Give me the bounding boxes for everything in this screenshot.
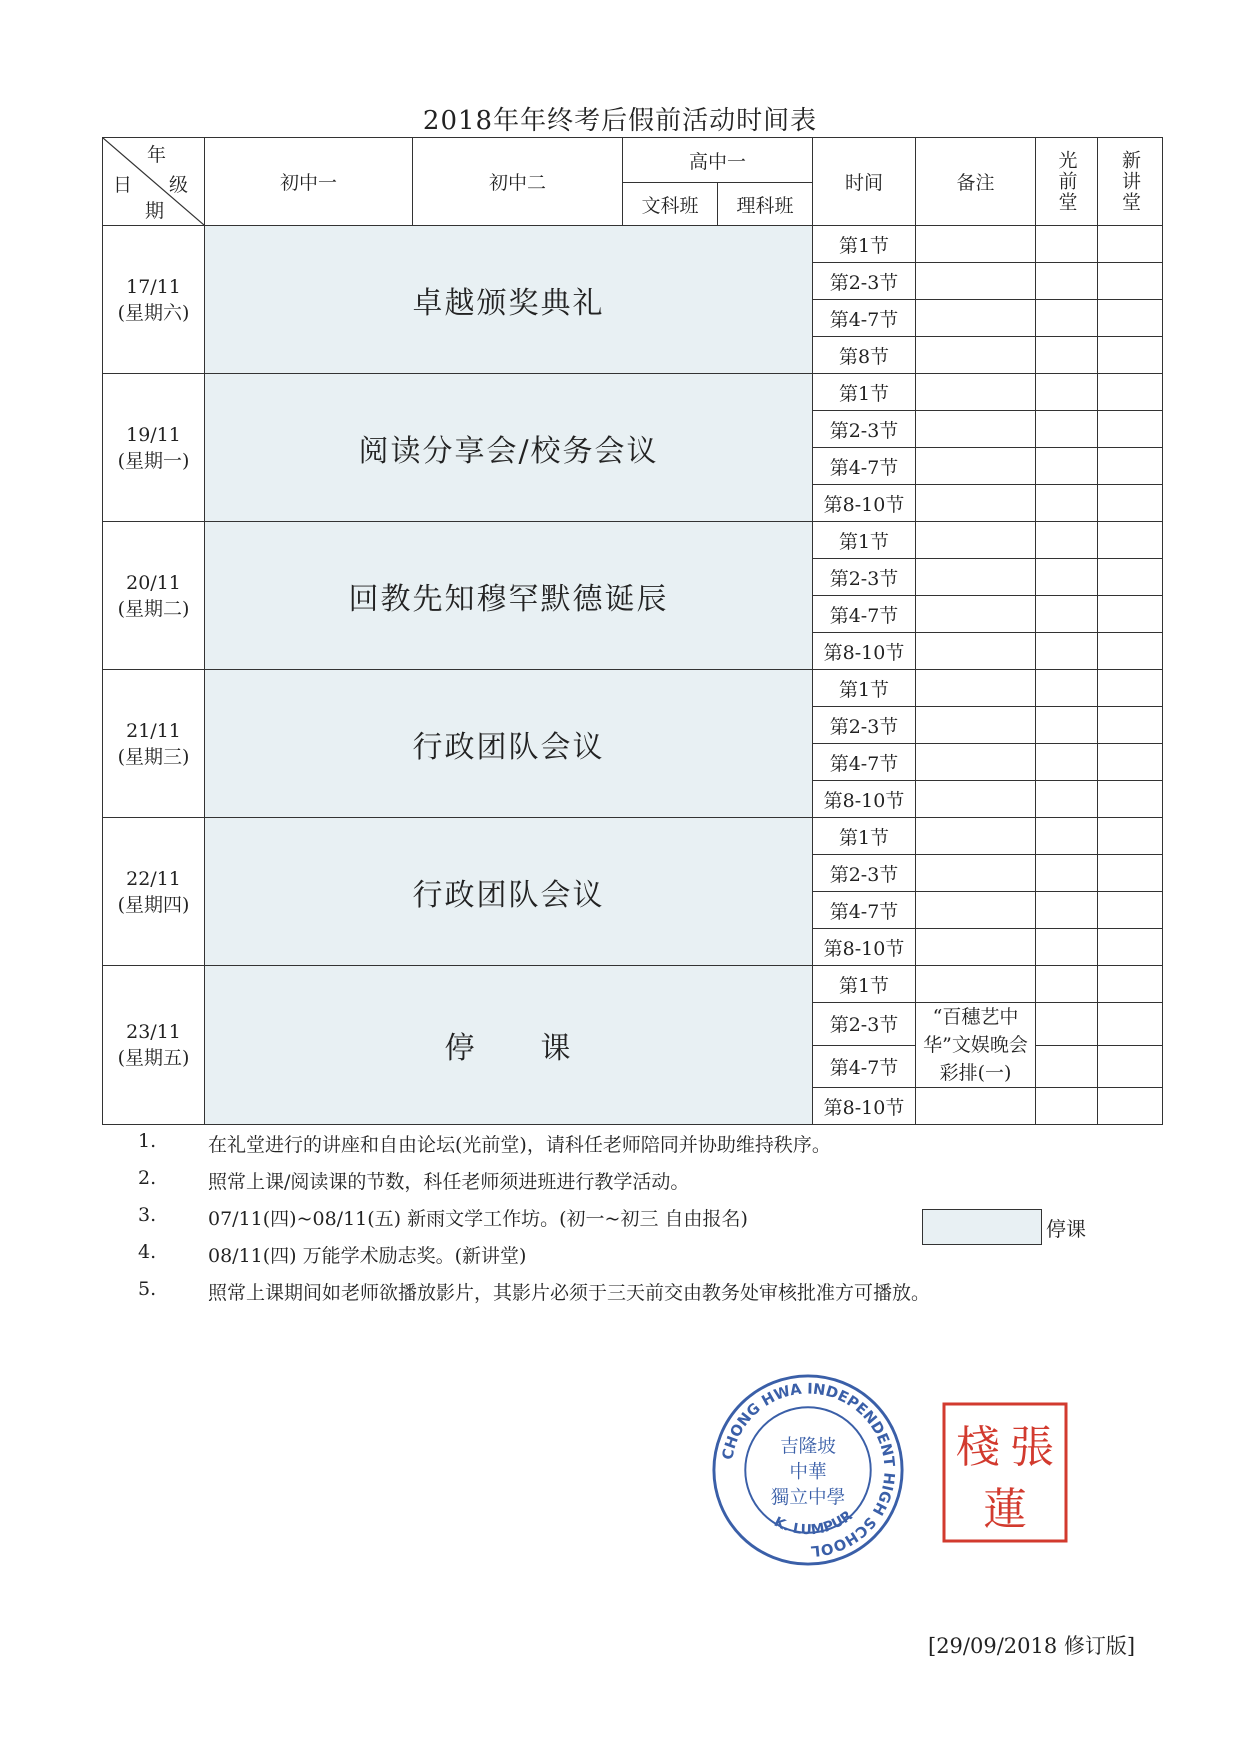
time-slot-cell: 第2-3节 [813,707,916,744]
seal-char-2: 棧 [956,1422,1000,1473]
hall-2-cell [1098,818,1163,855]
time-slot-cell: 第4-7节 [813,596,916,633]
time-slot-cell: 第1节 [813,818,916,855]
hall-1-cell [1036,1088,1098,1125]
hall-1-cell [1036,263,1098,300]
date-cell [103,818,205,966]
hall-2-cell [1098,559,1163,596]
note-text: 照常上课/阅读课的节数，科任老师须进班进行教学活动。 [208,1171,690,1193]
hall-2-cell [1098,263,1163,300]
page-title: 2018年年终考后假前活动时间表 [422,106,818,136]
remark-cell: “百穗艺中华”文娱晚会彩排(一) [916,1003,1036,1088]
hall-1-cell [1036,522,1098,559]
hall-2-cell [1098,1088,1163,1125]
legend-swatch [922,1209,1042,1245]
time-slot-cell: 第8-10节 [813,929,916,966]
hall-1-cell [1036,929,1098,966]
date-text: 17/11 [126,275,181,298]
activity-cell: 行政团队会议 [205,670,813,818]
seal-char-1: 張 [1010,1422,1054,1473]
remark-cell [916,855,1036,892]
hall-1-cell [1036,744,1098,781]
hall-1-cell [1036,411,1098,448]
schedule-row [103,522,1163,559]
time-slot-cell: 第4-7节 [813,892,916,929]
remark-cell [916,522,1036,559]
hall-2-cell [1098,596,1163,633]
hall-2-cell [1098,966,1163,1003]
remark-cell [916,485,1036,522]
hall-2-cell [1098,448,1163,485]
hall-1-cell [1036,596,1098,633]
hall-2-cell [1098,707,1163,744]
time-slot-cell: 第1节 [813,966,916,1003]
hall-1-cell [1036,633,1098,670]
hall-1-cell [1036,818,1098,855]
hall-2-cell [1098,744,1163,781]
remark-cell [916,559,1036,596]
hall-2-cell [1098,670,1163,707]
header-hall-1: 光前堂 [1036,138,1098,226]
activity-cell: 卓越颁奖典礼 [205,226,813,374]
header-grade-2: 初中二 [413,138,623,226]
hall-1-cell [1036,892,1098,929]
remark-cell [916,1088,1036,1125]
hall-2-cell [1098,929,1163,966]
time-slot-cell: 第2-3节 [813,559,916,596]
hall-1-cell [1036,226,1098,263]
hall-1-cell [1036,337,1098,374]
time-slot-cell: 第1节 [813,374,916,411]
note-number: 4. [138,1241,157,1263]
hall-1-cell [1036,855,1098,892]
activity-cell: 停 课 [205,966,813,1125]
time-slot-cell: 第4-7节 [813,1045,916,1088]
school-round-seal [710,1372,906,1568]
time-slot-cell: 第2-3节 [813,263,916,300]
hall-2-cell [1098,337,1163,374]
seal-ring-text: CHONG HWA INDEPENDENT HIGH SCHOOL [719,1380,898,1560]
date-cell [103,522,205,670]
note-number: 2. [138,1167,157,1189]
remark-cell [916,263,1036,300]
time-slot-cell: 第1节 [813,670,916,707]
note-text: 07/11(四)~08/11(五) 新雨文学工作坊。(初一~初三 自由报名) [208,1208,748,1230]
date-cell [103,226,205,374]
header-hall-2: 新讲堂 [1098,138,1163,226]
seal-center-line-3: 獨立中學 [770,1487,846,1509]
hall-2-cell [1098,522,1163,559]
date-text: 23/11 [126,1021,181,1043]
weekday-text: (星期二) [117,597,190,620]
remark-cell [916,300,1036,337]
seal-char-3: 蓮 [983,1484,1027,1535]
time-slot-cell: 第4-7节 [813,448,916,485]
date-text: 21/11 [126,719,181,742]
weekday-text: (星期一) [117,449,190,472]
note-text: 在礼堂进行的讲座和自由论坛(光前堂)，请科任老师陪同并协助维持秩序。 [208,1134,831,1156]
hall-1-cell [1036,485,1098,522]
weekday-text: (星期四) [117,893,190,916]
date-text: 22/11 [126,867,181,890]
remark-cell [916,448,1036,485]
seal-bottom-text: K. LUMPUR [771,1507,856,1539]
principal-square-seal [940,1400,1070,1545]
note-text: 08/11(四) 万能学术励志奖。(新讲堂) [208,1245,527,1267]
revision-label: [29/09/2018 修订版] [928,1634,1136,1658]
hall-1-cell [1036,966,1098,1003]
time-slot-cell: 第8-10节 [813,633,916,670]
hall-1-cell [1036,559,1098,596]
time-slot-cell: 第1节 [813,522,916,559]
time-slot-cell: 第8-10节 [813,781,916,818]
schedule-table [102,137,1163,1125]
corner-label-date-bottom: 期 [145,200,165,222]
remark-cell [916,337,1036,374]
hall-2-cell [1098,374,1163,411]
header-grade-3: 高中一 [623,138,813,183]
hall-2-cell [1098,1045,1163,1088]
note-number: 3. [138,1204,157,1226]
time-slot-cell: 第2-3节 [813,855,916,892]
remark-cell [916,226,1036,263]
hall-2-cell [1098,1003,1163,1046]
note-number: 1. [138,1130,157,1152]
time-slot-cell: 第4-7节 [813,300,916,337]
schedule-row [103,966,1163,1003]
remark-cell [916,670,1036,707]
date-text: 20/11 [126,571,181,594]
header-time: 时间 [813,138,916,226]
schedule-row [103,670,1163,707]
hall-2-cell [1098,633,1163,670]
date-text: 19/11 [126,423,181,446]
hall-2-cell [1098,300,1163,337]
time-slot-cell: 第8-10节 [813,1088,916,1125]
weekday-text: (星期六) [117,301,190,324]
schedule-row [103,818,1163,855]
header-science-class: 理科班 [718,183,813,226]
date-cell [103,670,205,818]
weekday-text: (星期三) [117,745,190,768]
corner-label-date-left: 日 [113,174,133,196]
legend-label: 停课 [1046,1217,1086,1241]
time-slot-cell: 第1节 [813,226,916,263]
weekday-text: (星期五) [117,1047,190,1069]
header-corner-cell [103,138,205,226]
remark-cell [916,411,1036,448]
date-cell [103,374,205,522]
remark-cell [916,707,1036,744]
header-remark: 备注 [916,138,1036,226]
hall-1-cell [1036,300,1098,337]
remark-cell [916,781,1036,818]
remark-cell [916,929,1036,966]
activity-cell: 阅读分享会/校务会议 [205,374,813,522]
hall-2-cell [1098,226,1163,263]
hall-1-cell [1036,448,1098,485]
note-number: 5. [138,1278,157,1300]
schedule-row [103,374,1163,411]
activity-cell: 行政团队会议 [205,818,813,966]
hall-2-cell [1098,411,1163,448]
schedule-row [103,226,1163,263]
seal-center-line-1: 吉隆坡 [780,1436,836,1458]
activity-cell: 回教先知穆罕默德诞辰 [205,522,813,670]
corner-label-grade-top: 年 [147,144,167,166]
remark-cell [916,633,1036,670]
time-slot-cell: 第8-10节 [813,485,916,522]
hall-1-cell [1036,781,1098,818]
header-grade-1: 初中一 [205,138,413,226]
remark-cell [916,744,1036,781]
hall-2-cell [1098,781,1163,818]
date-cell [103,966,205,1125]
hall-1-cell [1036,374,1098,411]
hall-1-cell [1036,1045,1098,1088]
time-slot-cell: 第8节 [813,337,916,374]
seal-center-line-2: 中華 [789,1461,827,1483]
note-text: 照常上课期间如老师欲播放影片，其影片必须于三天前交由教务处审核批准方可播放。 [208,1282,931,1304]
remark-cell [916,374,1036,411]
corner-label-grade-right: 级 [169,174,189,196]
remark-cell [916,818,1036,855]
hall-2-cell [1098,485,1163,522]
hall-2-cell [1098,855,1163,892]
header-arts-class: 文科班 [623,183,718,226]
remark-cell [916,892,1036,929]
time-slot-cell: 第2-3节 [813,411,916,448]
hall-1-cell [1036,670,1098,707]
hall-1-cell [1036,1003,1098,1046]
remark-cell [916,966,1036,1003]
time-slot-cell: 第2-3节 [813,1003,916,1046]
hall-2-cell [1098,892,1163,929]
hall-1-cell [1036,707,1098,744]
time-slot-cell: 第4-7节 [813,744,916,781]
remark-cell [916,596,1036,633]
